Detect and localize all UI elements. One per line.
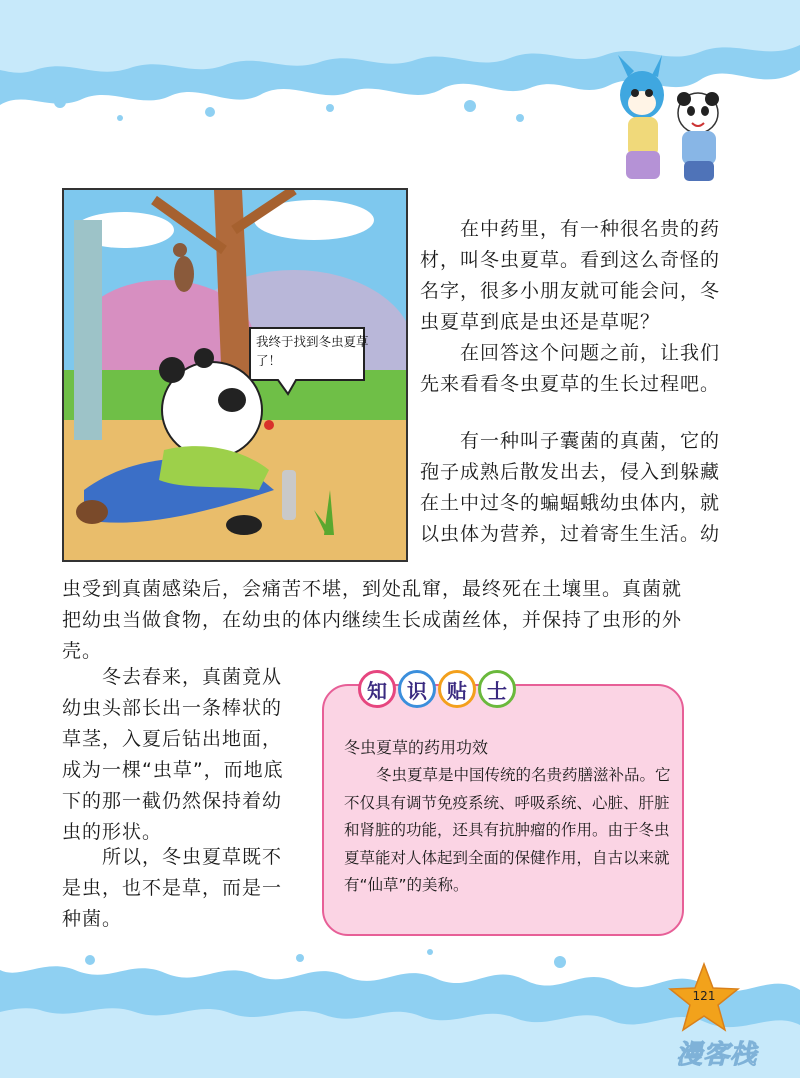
paragraph-spring: 冬去春来，真菌竟从幼虫头部长出一条棒状的草茎，入夏后钻出地面，成为一棵“虫草”，而地底下的那一截仍然保持着幼虫的形状。 — [62, 666, 284, 843]
paragraph-fungus-start: 有一种叫子囊菌的真菌，它的孢子成熟后散发出去，侵入到躲藏在土中过冬的蝙蝠蛾幼虫体内，就以虫体为营养，过着寄生生活。幼 — [420, 430, 721, 545]
knowledge-tips-title — [358, 670, 516, 708]
paragraph-fungus-continued: 虫受到真菌感染后，会痛苦不堪，到处乱窜，最终死在土壤里。真菌就把幼虫当做食物，在幼虫的体内继续生长成菌丝体，并保持了虫形的外壳。 — [62, 578, 683, 662]
page-number: 121 — [692, 989, 716, 1003]
paragraph-intro: 在中药里，有一种很名贵的药材，叫冬虫夏草。看到这么奇怪的名字，很多小朋友就可能会问，冬虫夏草到底是虫还是草呢？ — [420, 218, 721, 333]
paragraph-question: 在回答这个问题之前，让我们先来看看冬虫夏草的生长过程吧。 — [420, 342, 721, 395]
tips-title-char: 士 — [478, 670, 516, 708]
tips-title-char: 贴 — [438, 670, 476, 708]
comic-panel — [62, 188, 408, 562]
tips-heading: 冬虫夏草的药用功效 — [344, 738, 489, 757]
tips-title-char: 知 — [358, 670, 396, 708]
tips-title-char: 识 — [398, 670, 436, 708]
paragraph-conclusion: 所以，冬虫夏草既不是虫，也不是草，而是一种菌。 — [62, 846, 283, 930]
watermark-logo: 漫客栈 — [676, 1040, 758, 1070]
tips-body: 冬虫夏草是中国传统的名贵药膳滋补品。它不仅具有调节免疫系统、呼吸系统、心脏、肝脏和肾脏的功能，还具有抗肿瘤的作用。由于冬虫夏草能对人体起到全面的保健作用，自古以来就有“仙草”的美称。 — [344, 766, 671, 894]
mascot-characters-illustration — [600, 55, 800, 185]
speech-bubble-text: 我终于找到冬虫夏草了！ — [256, 334, 369, 368]
